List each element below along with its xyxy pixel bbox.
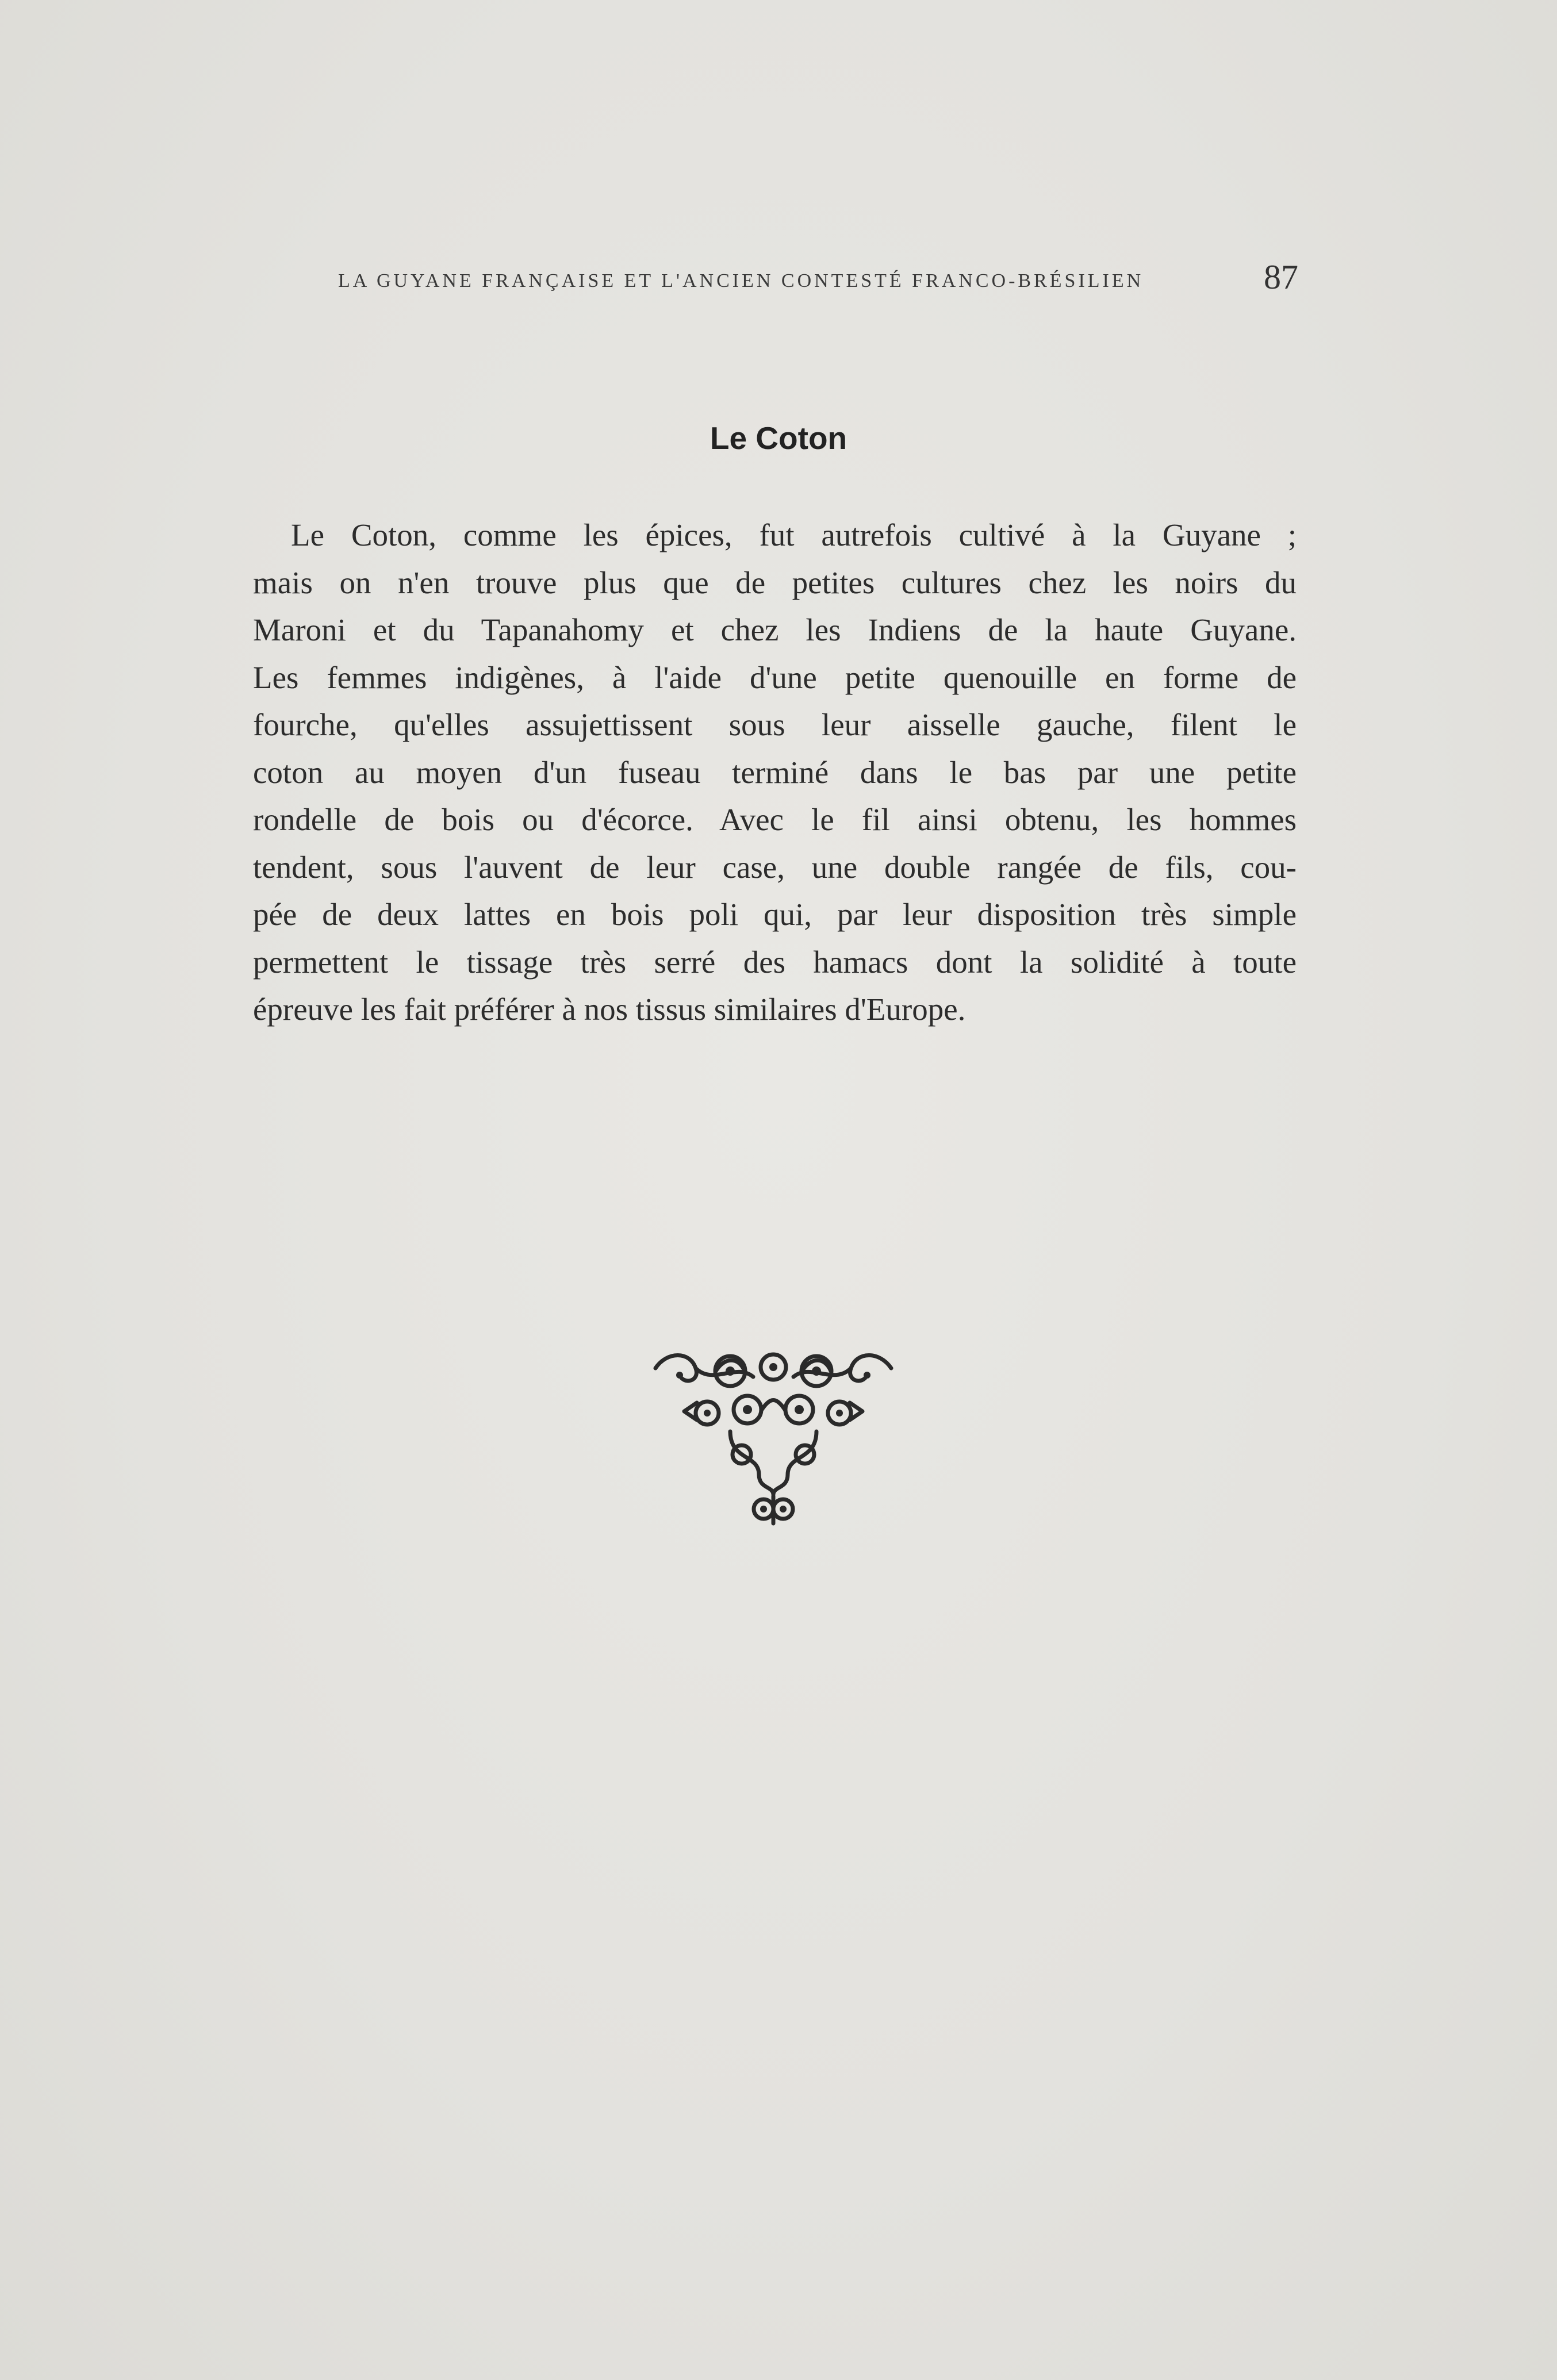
paragraph-line: permettent le tissage très serré des hamacs dont la solidité à toute — [253, 944, 1297, 980]
paragraph-line: fourche, qu'elles assujettissent sous leur aisselle gauche, filent le — [253, 707, 1297, 742]
paragraph-line: coton au moyen d'un fuseau terminé dans le bas par une petite — [253, 754, 1297, 790]
paragraph-line: épreuve les fait préférer à nos tissus similaires d'Europe. — [253, 992, 966, 1027]
body-paragraph — [253, 512, 1297, 1034]
running-title: LA GUYANE FRANÇAISE ET L'ANCIEN CONTESTÉ FRANCO-BRÉSILIEN — [338, 270, 1144, 291]
paragraph-line: mais on n'en trouve plus que de petites cultures chez les noirs du — [253, 565, 1297, 600]
page-number: 87 — [1264, 258, 1298, 296]
section-title: Le Coton — [710, 420, 847, 456]
paragraph-line: Le Coton, comme les épices, fut autrefois cultivé à la Guyane ; — [291, 517, 1297, 552]
paragraph-line: Les femmes indigènes, à l'aide d'une petite quenouille en forme de — [253, 659, 1297, 695]
paragraph-line: rondelle de bois ou d'écorce. Avec le fil ainsi obtenu, les hommes — [253, 802, 1297, 837]
running-head — [253, 258, 1299, 304]
cul-de-lampe-ornament-icon — [644, 1345, 903, 1529]
paragraph-line: pée de deux lattes en bois poli qui, par leur disposition très simple — [253, 897, 1297, 932]
paragraph-line: Maroni et du Tapanahomy et chez les Indiens de la haute Guyane. — [253, 612, 1297, 647]
paragraph-line: tendent, sous l'auvent de leur case, une double rangée de fils, cou- — [253, 849, 1297, 885]
